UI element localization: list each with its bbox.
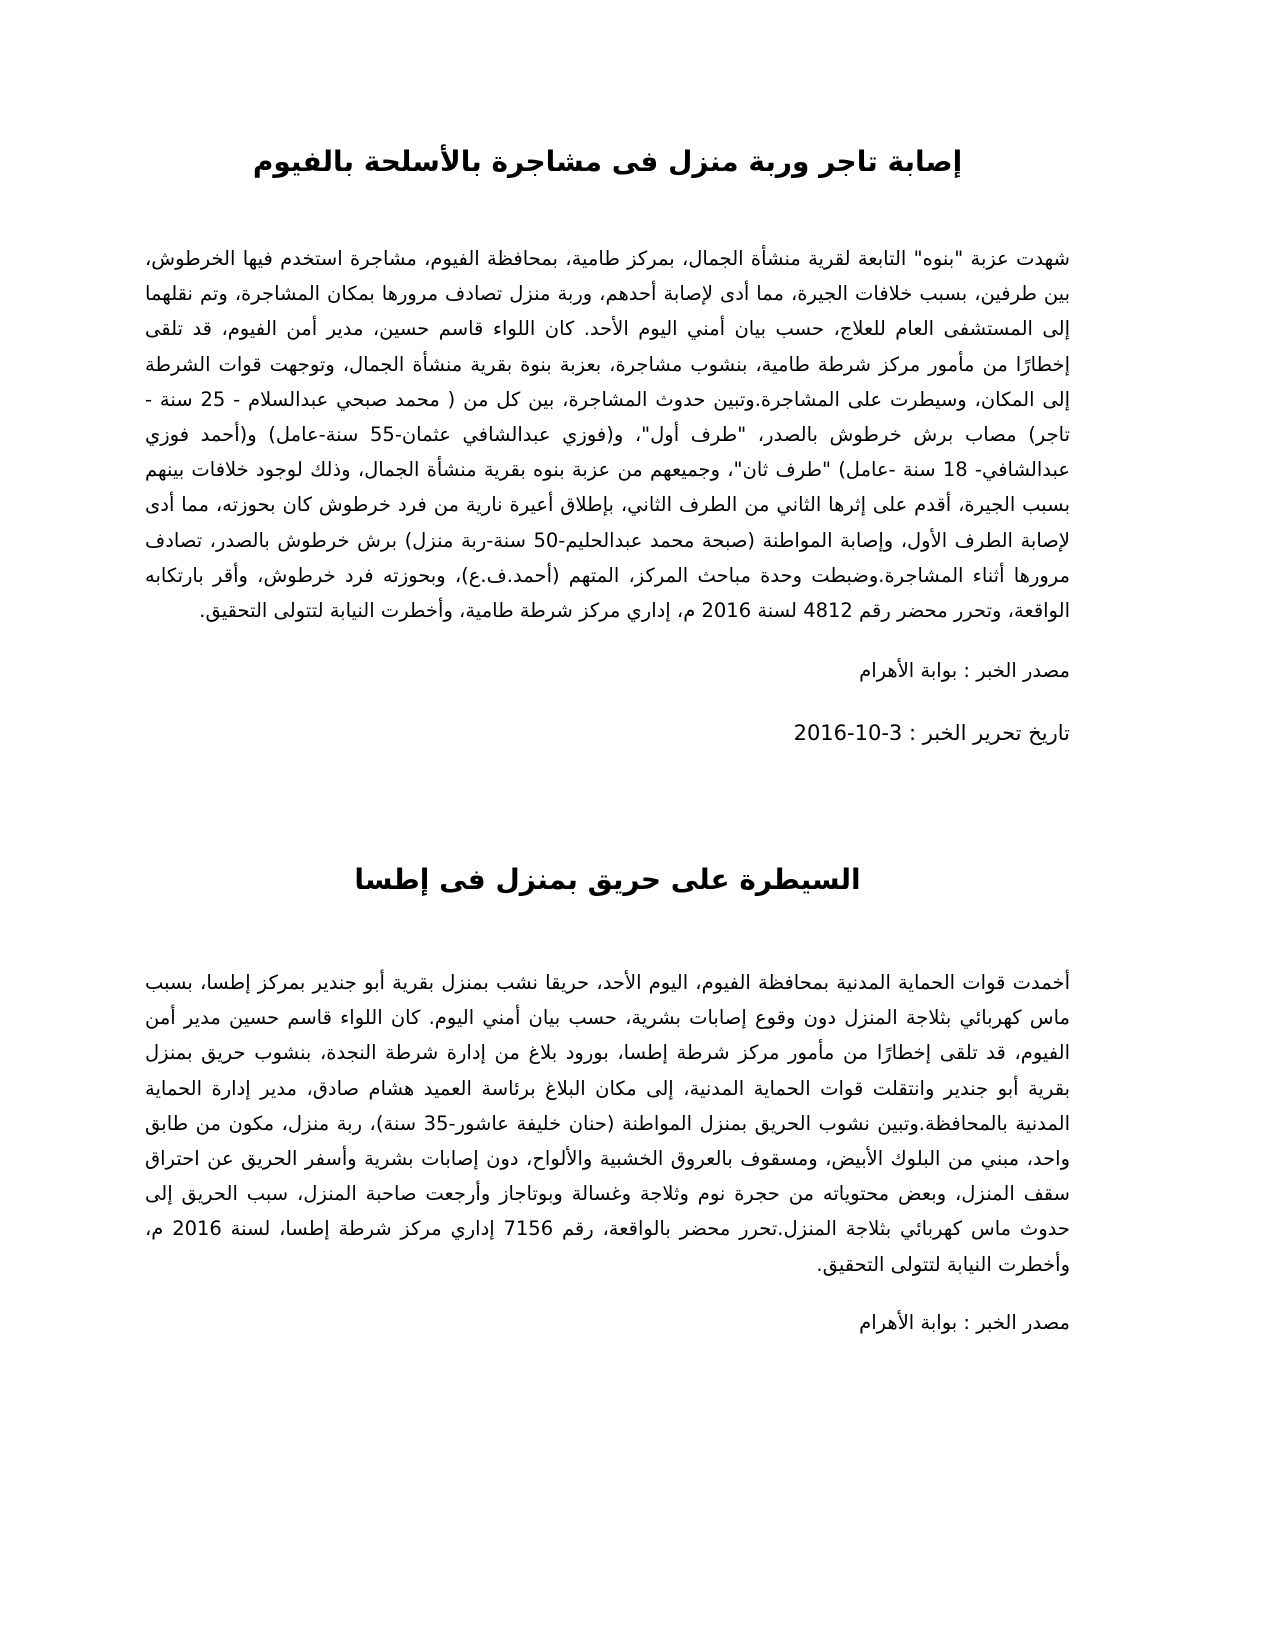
article-source: مصدر الخبر : بوابة الأهرام — [859, 1310, 1070, 1334]
article-headline: إصابة تاجر وربة منزل فى مشاجرة بالأسلحة بالفيوم — [252, 145, 963, 178]
article-source: مصدر الخبر : بوابة الأهرام — [859, 659, 1070, 683]
news-article-itsa-fire — [145, 858, 1070, 1338]
article-headline: السيطرة على حريق بمنزل فى إطسا — [354, 863, 861, 896]
article-body: أخمدت قوات الحماية المدنية بمحافظة الفيوم، اليوم الأحد، حريقا نشب بمنزل بقرية أبو جندير بمركز إطسا، بسبب ماس كهربائي بثلاجة المنزل دون وقوع إصابات بشرية، حسب بيان أمني اليوم. كان اللواء قاسم حسين مدير أمن الفيوم، قد تلقى إخطارًا من مأمور مركز شرطة إطسا، بورود بلاغ من إدارة شرطة النجدة، بنشوب حريق بمنزل بقرية أبو جندير وانتقلت قوات الحماية المدنية، إلى مكان البلاغ برئاسة العميد هشام صادق، مدير إدارة الحماية المدنية بالمحافظة.وتبين نشوب الحريق بمنزل المواطنة (حنان خليفة عاشور-35 سنة)، ربة منزل، مكون من طابق واحد، مبني من البلوك الأبيض، ومسقوف بالعروق الخشبية والألواح، دون إصابات بشرية وأسفر الحريق عن احتراق سقف المنزل، وبعض محتوياته من حجرة نوم وثلاجة وغسالة وبوتاجاز وأرجعت صاحبة المنزل، سبب الحريق إلى حدوث ماس كهربائي بثلاجة المنزل.تحرر محضر بالواقعة، رقم 7156 إداري مركز شرطة إطسا، لسنة 2016 م، وأخطرت النيابة لتتولى التحقيق. — [145, 971, 1070, 1276]
article-body: شهدت عزبة "بنوه" التابعة لقرية منشأة الجمال، بمركز طامية، بمحافظة الفيوم، مشاجرة استخدم فيها الخرطوش، بين طرفين، بسبب خلافات الجيرة، مما أدى لإصابة أحدهم، وربة منزل تصادف مرورها بمكان المشاجرة، وتم نقلهما إلى المستشفى العام للعلاج، حسب بيان أمني اليوم الأحد. كان اللواء قاسم حسين، مدير أمن الفيوم، قد تلقى إخطارًا من مأمور مركز شرطة طامية، بنشوب مشاجرة، بعزبة بنوة بقرية منشأة الجمال، وتوجهت قوات الشرطة إلى المكان، وسيطرت على المشاجرة.وتبين حدوث المشاجرة، بين كل من ( محمد صبحي عبدالسلام - 25 سنة - تاجر) مصاب برش خرطوش بالصدر، "طرف أول"، و(فوزي عبدالشافي عثمان-55 سنة-عامل) و(أحمد فوزي عبدالشافي- 18 سنة -عامل) "طرف ثان"، وجميعهم من عزبة بنوه بقرية منشأة الجمال، وذلك لوجود خلافات بينهم بسبب الجيرة، أقدم على إثرها الثاني من الطرف الثاني، بإطلاق أعيرة نارية من فرد خرطوش كان بحوزته، مما أدى لإصابة الطرف الأول، وإصابة المواطنة (صبحة محمد عبدالحليم-50 سنة-ربة منزل) برش خرطوش بالصدر، تصادف مرورها أثناء المشاجرة.وضبطت وحدة مباحث المركز، المتهم (أحمد.ف.ع)، وبحوزته فرد خرطوش، وأقر بارتكابه الواقعة، وتحرر محضر رقم 4812 لسنة 2016 م، إداري مركز شرطة طامية، وأخطرت النيابة لتتولى التحقيق. — [145, 247, 1070, 623]
article-date: تاريخ تحرير الخبر : 3-10-2016 — [793, 721, 1070, 746]
news-article-fayoum-fight — [145, 140, 1070, 748]
